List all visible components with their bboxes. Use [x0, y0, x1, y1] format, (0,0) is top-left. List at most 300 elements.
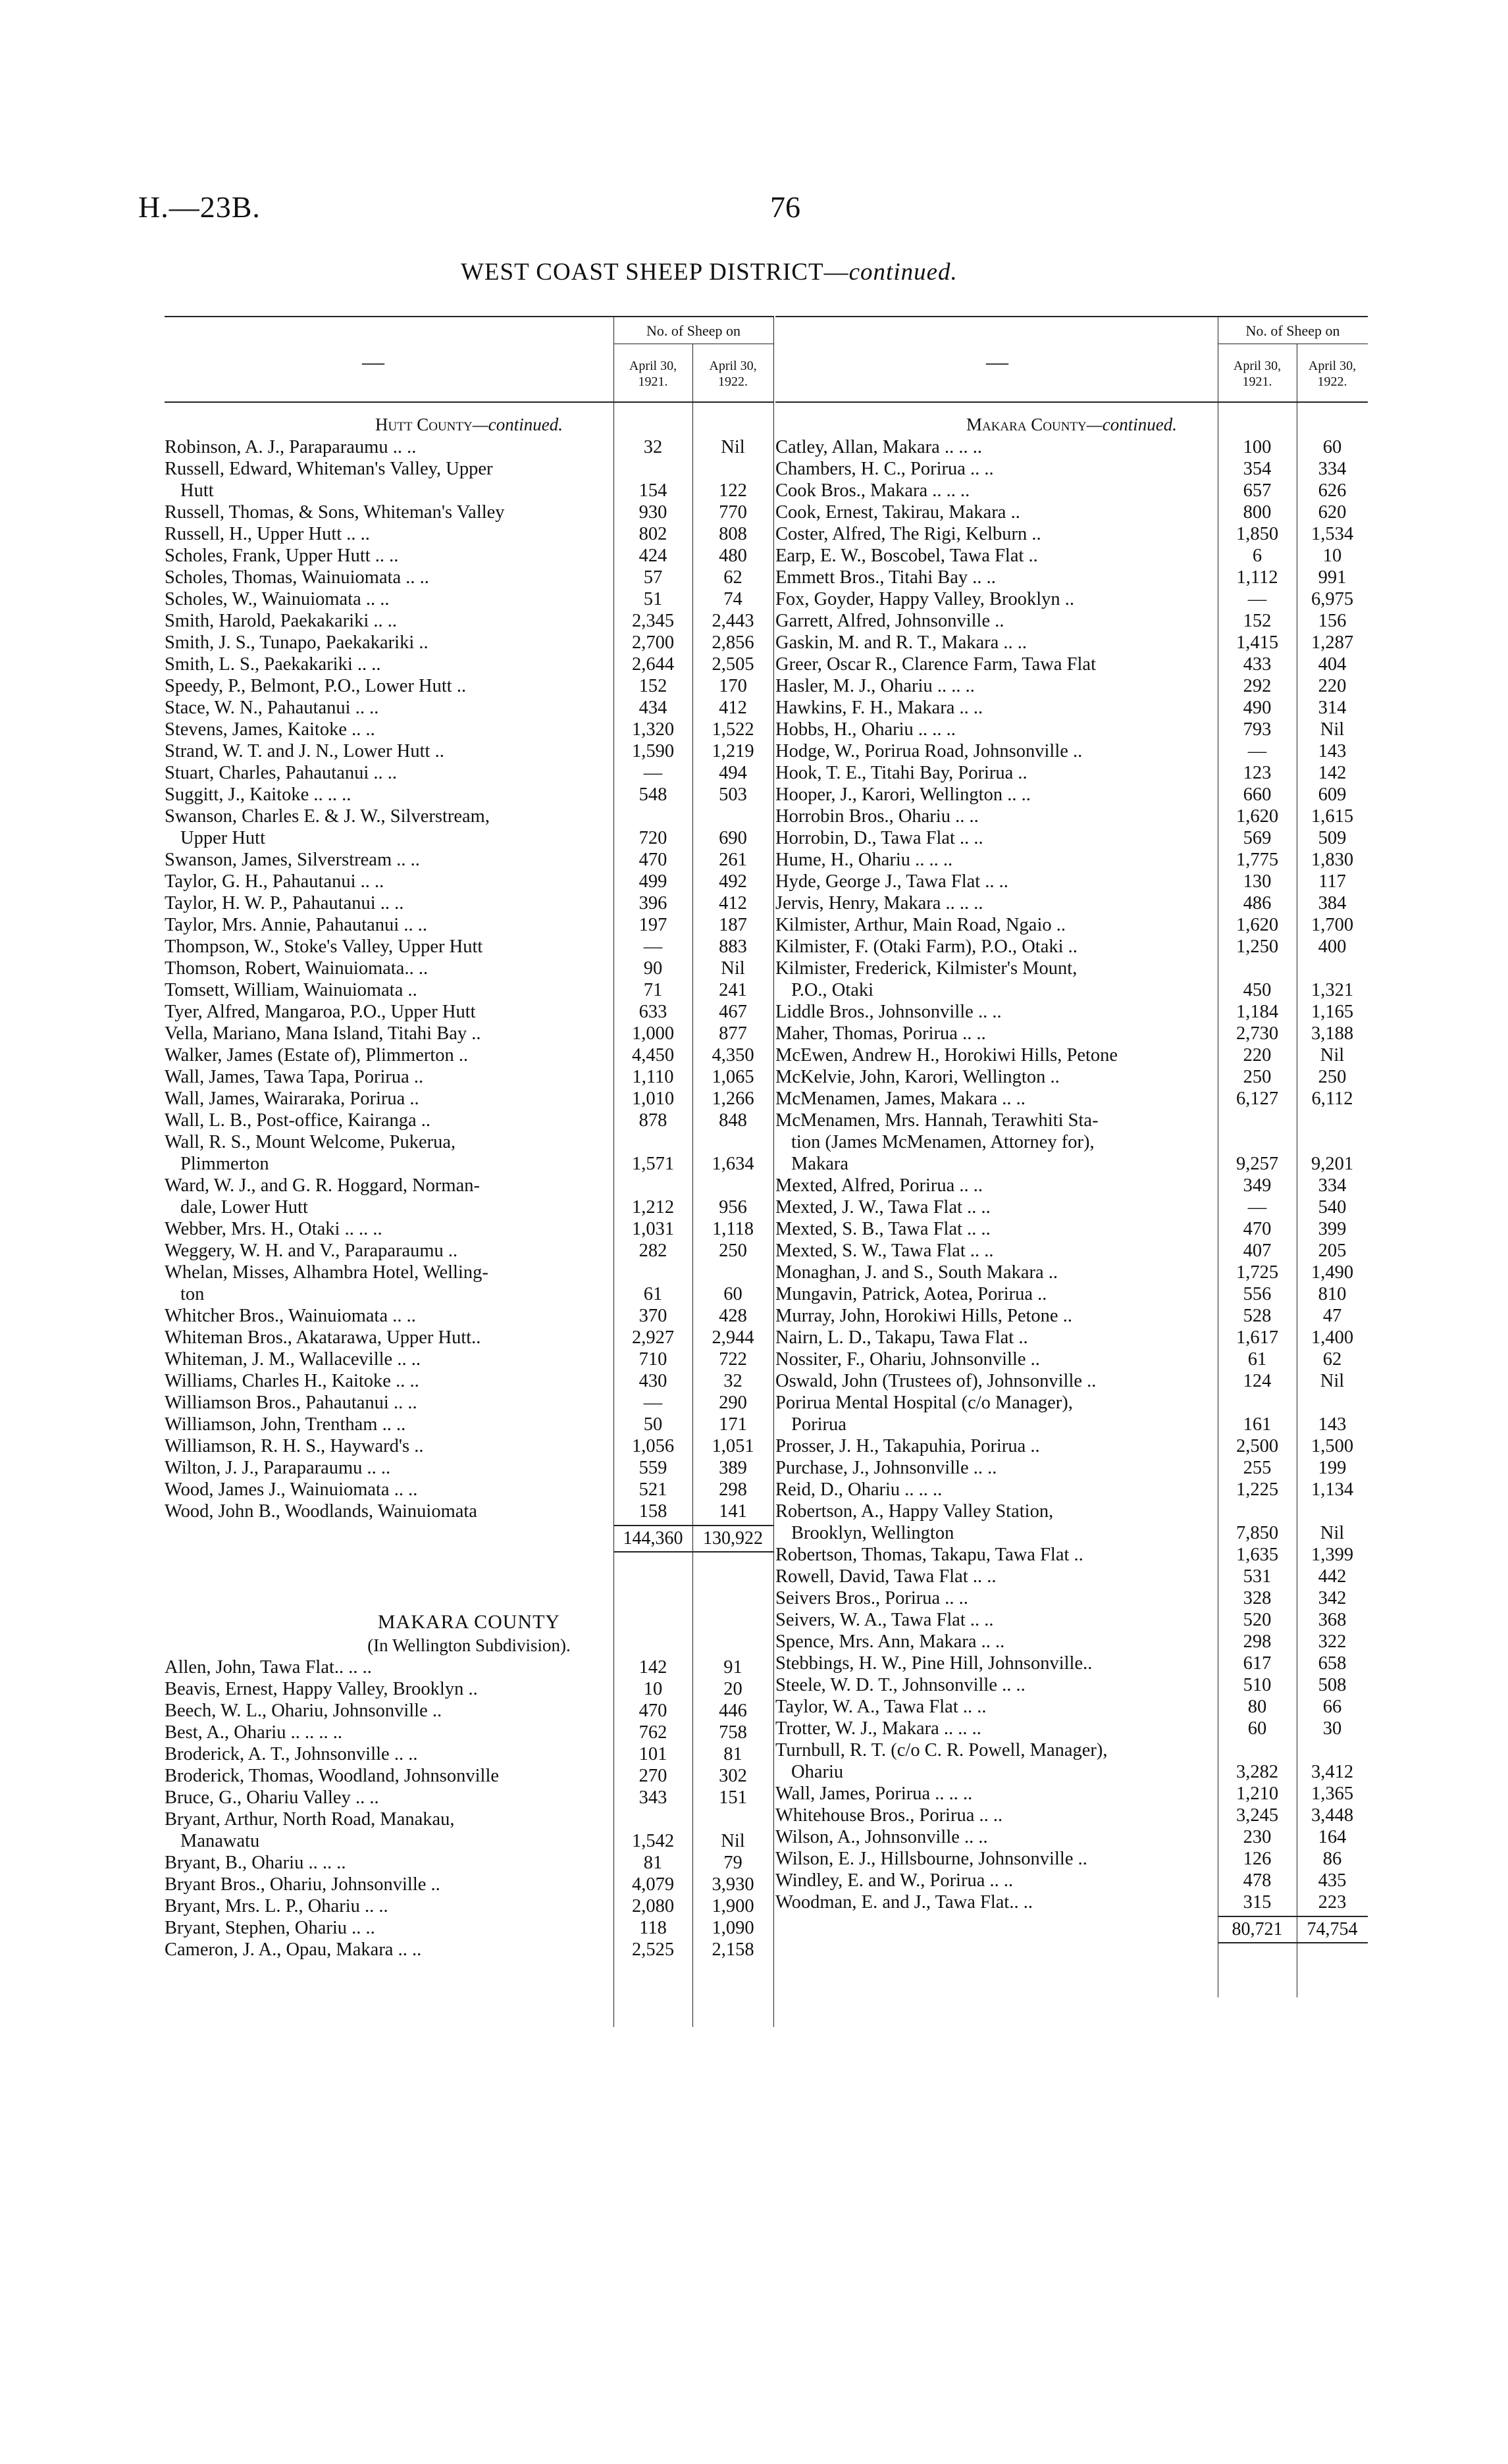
- owner-name: Steele, W. D. T., Johnsonville .. ..: [775, 1675, 1026, 1695]
- sheep-1922: 143: [1318, 741, 1347, 761]
- sheep-1922: 32: [723, 1371, 742, 1391]
- sheep-1922: 122: [719, 480, 747, 501]
- owner-name: Stevens, James, Kaitoke .. ..: [165, 719, 375, 740]
- sheep-1922: 2,505: [712, 654, 754, 675]
- table-row: [775, 1544, 1368, 1566]
- sheep-1922: 1,051: [712, 1436, 754, 1456]
- owner-name: Stuart, Charles, Pahautanui .. ..: [165, 763, 398, 783]
- owner-name: Broderick, Thomas, Woodland, Johnsonville: [165, 1766, 500, 1786]
- sheep-1921: 4,079: [631, 1874, 675, 1895]
- table-row: [165, 1044, 773, 1066]
- owner-name: Allen, John, Tawa Flat.. .. ..: [165, 1657, 372, 1678]
- table-row: [775, 1826, 1368, 1848]
- sheep-1921: 556: [1243, 1284, 1272, 1304]
- owner-name: Whiteman Bros., Akatarawa, Upper Hutt..: [165, 1327, 481, 1348]
- sheep-1922: Nil: [1320, 1523, 1345, 1543]
- owner-name: Hobbs, H., Ohariu .. .. ..: [775, 719, 956, 740]
- hutt-county-rows: [165, 436, 773, 1522]
- sheep-1921: 354: [1243, 459, 1272, 479]
- sheep-1922: 60: [723, 1284, 742, 1304]
- table-row: [165, 1722, 773, 1743]
- owner-name: Fox, Goyder, Happy Valley, Brooklyn ..: [775, 589, 1075, 609]
- owner-name: Turnbull, R. T. (c/o C. R. Powell, Manager), Ohariu: [775, 1740, 1108, 1782]
- owner-name: Greer, Oscar R., Clarence Farm, Tawa Flat: [775, 654, 1096, 675]
- table-row: [165, 1435, 773, 1457]
- table-row: [165, 1501, 773, 1522]
- owner-name: Whitehouse Bros., Porirua .. ..: [775, 1805, 1003, 1826]
- table-row: [165, 1088, 773, 1110]
- sheep-1921: 1,210: [1235, 1784, 1279, 1804]
- sheep-1922: 492: [719, 871, 747, 892]
- sheep-1922: 199: [1318, 1458, 1347, 1478]
- sheep-1922: 620: [1318, 502, 1347, 523]
- table-row: [775, 1023, 1368, 1044]
- owner-name: Seivers, W. A., Tawa Flat .. ..: [775, 1610, 994, 1630]
- owner-name: Wall, R. S., Mount Welcome, Pukerua, Plimmerton: [165, 1132, 456, 1174]
- sheep-1922: 1,321: [1311, 980, 1354, 1000]
- owner-name: Prosser, J. H., Takapuhia, Porirua ..: [775, 1436, 1040, 1456]
- sheep-1922: 480: [719, 546, 747, 566]
- sheep-1921: 470: [638, 1701, 667, 1721]
- table-row: [775, 1870, 1368, 1891]
- right-table: [775, 316, 1368, 1943]
- sheep-1921: 1,620: [1235, 915, 1279, 935]
- owner-name: Walker, James (Estate of), Plimmerton ..: [165, 1045, 469, 1065]
- table-row: [775, 1175, 1368, 1196]
- sheep-1921: 6,127: [1235, 1089, 1279, 1109]
- title-main: WEST COAST SHEEP DISTRICT—: [461, 259, 849, 286]
- table-row: [165, 675, 773, 697]
- owner-name: Williams, Charles H., Kaitoke .. ..: [165, 1371, 419, 1391]
- table-row: [775, 784, 1368, 806]
- owner-name: Whelan, Misses, Alhambra Hotel, Welling- ton: [165, 1262, 488, 1304]
- table-row: [775, 1566, 1368, 1587]
- section-makara-continued: Makara County—continued.: [966, 415, 1178, 434]
- sheep-1922: 322: [1318, 1631, 1347, 1652]
- makara-continued-rows: [775, 436, 1368, 1913]
- sheep-1922: 91: [723, 1657, 742, 1678]
- sheep-1922: 220: [1318, 676, 1347, 696]
- sheep-1922: 384: [1318, 893, 1347, 913]
- owner-name: Taylor, H. W. P., Pahautanui .. ..: [165, 893, 404, 913]
- owner-name: Mexted, Alfred, Porirua .. ..: [775, 1175, 983, 1196]
- sheep-1921: 142: [638, 1657, 667, 1678]
- owner-name: Suggitt, J., Kaitoke .. .. ..: [165, 784, 351, 805]
- sheep-1922: 47: [1322, 1306, 1342, 1326]
- table-row: [775, 892, 1368, 914]
- owner-name: Earp, E. W., Boscobel, Tawa Flat ..: [775, 546, 1038, 566]
- sheep-1921: 1,320: [631, 719, 675, 740]
- sheep-1922: 1,090: [712, 1918, 754, 1938]
- sheep-1921: 470: [638, 850, 667, 870]
- sheep-1922: 187: [719, 915, 747, 935]
- table-row: [775, 1110, 1368, 1175]
- sheep-1922: 1,830: [1311, 850, 1354, 870]
- owner-name: Monaghan, J. and S., South Makara ..: [775, 1262, 1058, 1283]
- sheep-1922: 170: [719, 676, 747, 696]
- table-row: [775, 501, 1368, 523]
- owner-name: Beavis, Ernest, Happy Valley, Brooklyn ..: [165, 1679, 478, 1699]
- sheep-1921: 9,257: [1235, 1154, 1279, 1174]
- sheep-1921: 6: [1252, 546, 1262, 566]
- sheep-1921: 4,450: [631, 1045, 675, 1065]
- sheep-1922: 74: [723, 589, 742, 609]
- sheep-1922: 1,065: [712, 1067, 754, 1087]
- sheep-1922: 30: [1322, 1718, 1342, 1739]
- sheep-1922: 62: [723, 567, 742, 588]
- table-row: [775, 588, 1368, 610]
- owner-name: Mexted, S. B., Tawa Flat .. ..: [775, 1219, 991, 1239]
- sheep-1921: 2,345: [631, 611, 675, 631]
- owner-name: Scholes, W., Wainuiomata .. ..: [165, 589, 390, 609]
- table-row: [165, 697, 773, 719]
- sheep-1921: 50: [643, 1414, 663, 1435]
- sheep-1921: 510: [1243, 1675, 1272, 1695]
- owner-name: Bryant, Mrs. L. P., Ohariu .. ..: [165, 1896, 388, 1916]
- sheep-1921: 123: [1243, 763, 1272, 783]
- sheep-1922: 60: [1322, 437, 1342, 457]
- owner-name: McMenamen, Mrs. Hannah, Terawhiti Sta- tion (James McMenamen, Attorney for), Makara: [775, 1110, 1099, 1174]
- sheep-1922: 400: [1318, 937, 1347, 957]
- sheep-1921: 720: [638, 828, 667, 848]
- table-row: [775, 545, 1368, 567]
- sheep-1922: 1,400: [1311, 1327, 1354, 1348]
- table-row: [775, 1457, 1368, 1479]
- table-row: [165, 1743, 773, 1765]
- sheep-1921: 328: [1243, 1588, 1272, 1608]
- owner-name: Smith, Harold, Paekakariki .. ..: [165, 611, 398, 631]
- owner-name: Coster, Alfred, The Rigi, Kelburn ..: [775, 524, 1041, 544]
- table-row: [165, 719, 773, 740]
- owner-name: Thomson, Robert, Wainuiomata.. ..: [165, 958, 429, 979]
- sheep-1921: 559: [638, 1458, 667, 1478]
- sheep-1922: 1,399: [1311, 1545, 1354, 1565]
- sheep-1922: Nil: [1320, 1371, 1345, 1391]
- sheep-1921: 433: [1243, 654, 1272, 675]
- page-title: [461, 258, 958, 286]
- owner-name: Chambers, H. C., Porirua .. ..: [775, 459, 994, 479]
- owner-name: Weggery, W. H. and V., Paraparaumu ..: [165, 1241, 458, 1261]
- sheep-1922: 4,350: [712, 1045, 754, 1065]
- owner-name: Horrobin Bros., Ohariu .. ..: [775, 806, 979, 827]
- table-row: [165, 610, 773, 632]
- table-row: [165, 567, 773, 588]
- owner-name: Mungavin, Patrick, Aotea, Porirua ..: [775, 1284, 1047, 1304]
- table-row: [165, 1392, 773, 1414]
- total-1922: 130,922: [692, 1525, 773, 1553]
- sheep-1922: 205: [1318, 1241, 1347, 1261]
- sheep-1922: 250: [1318, 1067, 1347, 1087]
- table-row: [165, 588, 773, 610]
- sheep-1922: 261: [719, 850, 747, 870]
- column-rule: [773, 316, 774, 2027]
- table-row: [165, 1895, 773, 1917]
- table-row: [775, 523, 1368, 545]
- table-row: [775, 1783, 1368, 1805]
- sheep-1921: 349: [1243, 1175, 1272, 1196]
- table-row: [165, 979, 773, 1001]
- owner-name: Russell, Edward, Whiteman's Valley, Upper Hutt: [165, 459, 493, 501]
- table-row: [165, 523, 773, 545]
- owner-name: Bryant, Stephen, Ohariu .. ..: [165, 1918, 375, 1938]
- table-row: [775, 719, 1368, 740]
- table-row: [775, 1327, 1368, 1348]
- sheep-1921: 490: [1243, 698, 1272, 718]
- sheep-1921: 60: [1247, 1718, 1267, 1739]
- table-row: [775, 632, 1368, 654]
- sheep-1921: 2,644: [631, 654, 675, 675]
- sheep-1921: 1,571: [631, 1154, 675, 1174]
- owner-name: Stebbings, H. W., Pine Hill, Johnsonville..: [775, 1653, 1093, 1674]
- sheep-1921: —: [1247, 1197, 1267, 1218]
- sheep-1922: 290: [719, 1393, 747, 1413]
- sheep-1921: 152: [638, 676, 667, 696]
- sheep-1922: 1,165: [1311, 1002, 1354, 1022]
- owner-name: Bryant, Arthur, North Road, Manakau, Manawatu: [165, 1809, 455, 1851]
- owner-name: Cook Bros., Makara .. .. ..: [775, 480, 970, 501]
- table-row: [165, 1700, 773, 1722]
- owner-name: Mexted, J. W., Tawa Flat .. ..: [775, 1197, 991, 1218]
- sheep-1921: 1,620: [1235, 806, 1279, 827]
- sheep-1921: 528: [1243, 1306, 1272, 1326]
- sheep-1921: 521: [638, 1479, 667, 1500]
- sheep-1922: 508: [1318, 1675, 1347, 1695]
- sheep-1922: 877: [719, 1023, 747, 1044]
- table-row: [165, 1765, 773, 1787]
- sheep-1921: 434: [638, 698, 667, 718]
- owner-name: Broderick, A. T., Johnsonville .. ..: [165, 1744, 418, 1764]
- table-row: [165, 806, 773, 849]
- owner-name: McKelvie, John, Karori, Wellington ..: [775, 1067, 1060, 1087]
- table-row: [775, 1240, 1368, 1262]
- sheep-1922: 171: [719, 1414, 747, 1435]
- sheep-1921: —: [1247, 741, 1267, 761]
- sheep-1922: 1,900: [712, 1896, 754, 1916]
- sheep-1921: 633: [638, 1002, 667, 1022]
- sheep-1922: 1,534: [1311, 524, 1354, 544]
- table-row: [775, 1001, 1368, 1023]
- left-table-header: [165, 316, 773, 403]
- sheep-1922: 1,219: [712, 741, 754, 761]
- sheep-1922: 241: [719, 980, 747, 1000]
- owner-name: Kilmister, Arthur, Main Road, Ngaio ..: [775, 915, 1066, 935]
- sheep-1921: 1,056: [631, 1436, 675, 1456]
- sheep-1922: 1,500: [1311, 1436, 1354, 1456]
- sheep-1922: 20: [723, 1679, 742, 1699]
- sheep-1921: 1,225: [1235, 1479, 1279, 1500]
- table-row: [165, 1370, 773, 1392]
- sheep-1922: 142: [1318, 763, 1347, 783]
- owner-name: Wood, James J., Wainuiomata .. ..: [165, 1479, 418, 1500]
- sheep-1922: Nil: [1320, 1045, 1345, 1065]
- owner-name: Taylor, W. A., Tawa Flat .. ..: [775, 1697, 987, 1717]
- sheep-1921: 430: [638, 1371, 667, 1391]
- sheep-1921: 197: [638, 915, 667, 935]
- owner-name: Vella, Mariano, Mana Island, Titahi Bay ..: [165, 1023, 481, 1044]
- sheep-1922: 435: [1318, 1870, 1347, 1891]
- owner-name: Garrett, Alfred, Johnsonville ..: [775, 611, 1004, 631]
- sheep-1921: 1,010: [631, 1089, 675, 1109]
- sheep-1921: 930: [638, 502, 667, 523]
- sheep-1922: 1,615: [1311, 806, 1354, 827]
- table-row: [775, 1805, 1368, 1826]
- left-table: [165, 316, 773, 1961]
- sheep-1922: 342: [1318, 1588, 1347, 1608]
- sheep-1921: 2,730: [1235, 1023, 1279, 1044]
- owner-name: Emmett Bros., Titahi Bay .. ..: [775, 567, 996, 588]
- table-row: [165, 654, 773, 675]
- sheep-1921: 878: [638, 1110, 667, 1131]
- column-rule: [613, 316, 614, 2027]
- sheep-1921: —: [643, 763, 663, 783]
- sheep-1922: 314: [1318, 698, 1347, 718]
- sheep-1921: 1,542: [631, 1831, 675, 1851]
- owner-name: McMenamen, James, Makara .. ..: [775, 1089, 1026, 1109]
- table-row: [165, 762, 773, 784]
- sheep-1921: 470: [1243, 1219, 1272, 1239]
- document-code: H.—23B.: [138, 190, 261, 224]
- sheep-1922: 2,443: [712, 611, 754, 631]
- sheep-1921: 282: [638, 1241, 667, 1261]
- table-row: [775, 1848, 1368, 1870]
- sheep-1921: 292: [1243, 676, 1272, 696]
- sheep-1921: 152: [1243, 611, 1272, 631]
- sheep-1921: 802: [638, 524, 667, 544]
- sheep-1922: 1,134: [1311, 1479, 1354, 1500]
- sheep-1922: 412: [719, 893, 747, 913]
- sheep-1922: 1,634: [712, 1154, 754, 1174]
- sheep-1922: 1,118: [712, 1219, 754, 1239]
- owner-name: Purchase, J., Johnsonville .. ..: [775, 1458, 997, 1478]
- table-row: [165, 784, 773, 806]
- sheep-1922: 404: [1318, 654, 1347, 675]
- owner-name: Russell, Thomas, & Sons, Whiteman's Valley: [165, 502, 505, 523]
- owner-name: Tyer, Alfred, Mangaroa, P.O., Upper Hutt: [165, 1002, 476, 1022]
- owner-name: Nairn, L. D., Takapu, Tawa Flat ..: [775, 1327, 1028, 1348]
- sheep-1921: 1,184: [1235, 1002, 1279, 1022]
- sheep-1922: 609: [1318, 784, 1347, 805]
- sheep-count-group-label: No. of Sheep on: [646, 322, 741, 339]
- sheep-1921: 1,850: [1235, 524, 1279, 544]
- sheep-1922: 3,448: [1311, 1805, 1354, 1826]
- sheep-1922: 1,287: [1311, 632, 1354, 653]
- hutt-total-row: [165, 1525, 773, 1553]
- table-row: [775, 1088, 1368, 1110]
- table-row: [775, 1196, 1368, 1218]
- table-row: [775, 654, 1368, 675]
- sheep-1922: 164: [1318, 1827, 1347, 1847]
- sheep-1921: 230: [1243, 1827, 1272, 1847]
- sheep-1921: 1,110: [632, 1067, 674, 1087]
- table-row: [165, 1917, 773, 1939]
- owner-name: Beech, W. L., Ohariu, Johnsonville ..: [165, 1701, 442, 1721]
- sheep-1921: 531: [1243, 1566, 1272, 1587]
- sheep-1921: 124: [1243, 1371, 1272, 1391]
- sheep-1922: 2,158: [712, 1939, 754, 1960]
- sheep-1921: 1,000: [631, 1023, 675, 1044]
- sheep-1921: 2,500: [1235, 1436, 1279, 1456]
- table-row: [775, 958, 1368, 1001]
- sheep-1922: 1,365: [1311, 1784, 1354, 1804]
- table-row: [165, 892, 773, 914]
- owner-name: Hawkins, F. H., Makara .. ..: [775, 698, 983, 718]
- table-row: [165, 871, 773, 892]
- sheep-count-group-label: No. of Sheep on: [1245, 322, 1340, 339]
- sheep-1922: 10: [1322, 546, 1342, 566]
- col-1922-header: April 30, 1922.: [1308, 359, 1357, 389]
- right-table-header: [775, 316, 1368, 403]
- table-row: [775, 1479, 1368, 1501]
- sheep-1922: Nil: [721, 958, 745, 979]
- sheep-1921: 1,590: [631, 741, 675, 761]
- sheep-1921: 158: [638, 1501, 667, 1522]
- table-row: [775, 1718, 1368, 1739]
- sheep-1921: 1,415: [1235, 632, 1279, 653]
- sheep-1922: 1,700: [1311, 915, 1354, 935]
- table-row: [775, 1370, 1368, 1392]
- column-rule: [692, 400, 693, 2027]
- table-row: [165, 1874, 773, 1895]
- table-row: [775, 740, 1368, 762]
- table-row: [775, 1696, 1368, 1718]
- makara-county-rows: [165, 1656, 773, 1961]
- sheep-1922: 991: [1318, 567, 1347, 588]
- sheep-1922: 368: [1318, 1610, 1347, 1630]
- sheep-1922: 442: [1318, 1566, 1347, 1587]
- table-row: [165, 1852, 773, 1874]
- sheep-1922: 658: [1318, 1653, 1347, 1674]
- sheep-1922: 62: [1322, 1349, 1342, 1370]
- owner-name: Kilmister, Frederick, Kilmister's Mount, P.O., Otaki: [775, 958, 1078, 1000]
- sheep-1922: 808: [719, 524, 747, 544]
- table-row: [165, 1414, 773, 1435]
- table-row: [165, 1066, 773, 1088]
- sheep-1922: 81: [723, 1744, 742, 1764]
- sheep-1921: 1,212: [631, 1197, 675, 1218]
- sheep-1921: 270: [638, 1766, 667, 1786]
- sheep-1922: 9,201: [1311, 1154, 1354, 1174]
- owner-name: Woodman, E. and J., Tawa Flat.. ..: [775, 1892, 1033, 1912]
- sheep-1921: 10: [643, 1679, 663, 1699]
- owner-name: Bruce, G., Ohariu Valley .. ..: [165, 1787, 379, 1808]
- sheep-1922: 956: [719, 1197, 747, 1218]
- owner-name: Wall, James, Tawa Tapa, Porirua ..: [165, 1067, 424, 1087]
- owner-name: Williamson, R. H. S., Hayward's ..: [165, 1436, 424, 1456]
- table-row: [165, 958, 773, 979]
- table-row: [775, 1674, 1368, 1696]
- table-row: [775, 1891, 1368, 1913]
- sheep-1921: 130: [1243, 871, 1272, 892]
- owner-name: Hume, H., Ohariu .. .. ..: [775, 850, 953, 870]
- page-number: 76: [770, 190, 800, 224]
- sheep-1921: 478: [1243, 1870, 1272, 1891]
- owner-name: Hook, T. E., Titahi Bay, Porirua ..: [775, 763, 1027, 783]
- table-row: [165, 1787, 773, 1809]
- owner-name: Webber, Mrs. H., Otaki .. .. ..: [165, 1219, 382, 1239]
- table-row: [165, 740, 773, 762]
- header-divider: [692, 344, 693, 401]
- sheep-1921: 762: [638, 1722, 667, 1743]
- table-row: [775, 567, 1368, 588]
- table-row: [775, 1587, 1368, 1609]
- name-column-dash: —: [986, 350, 1008, 374]
- table-row: [775, 1392, 1368, 1435]
- sheep-1921: 2,525: [631, 1939, 675, 1960]
- owner-name: Scholes, Thomas, Wainuiomata .. ..: [165, 567, 429, 588]
- sheep-1922: 540: [1318, 1197, 1347, 1218]
- table-row: [775, 697, 1368, 719]
- sheep-1922: Nil: [721, 437, 745, 457]
